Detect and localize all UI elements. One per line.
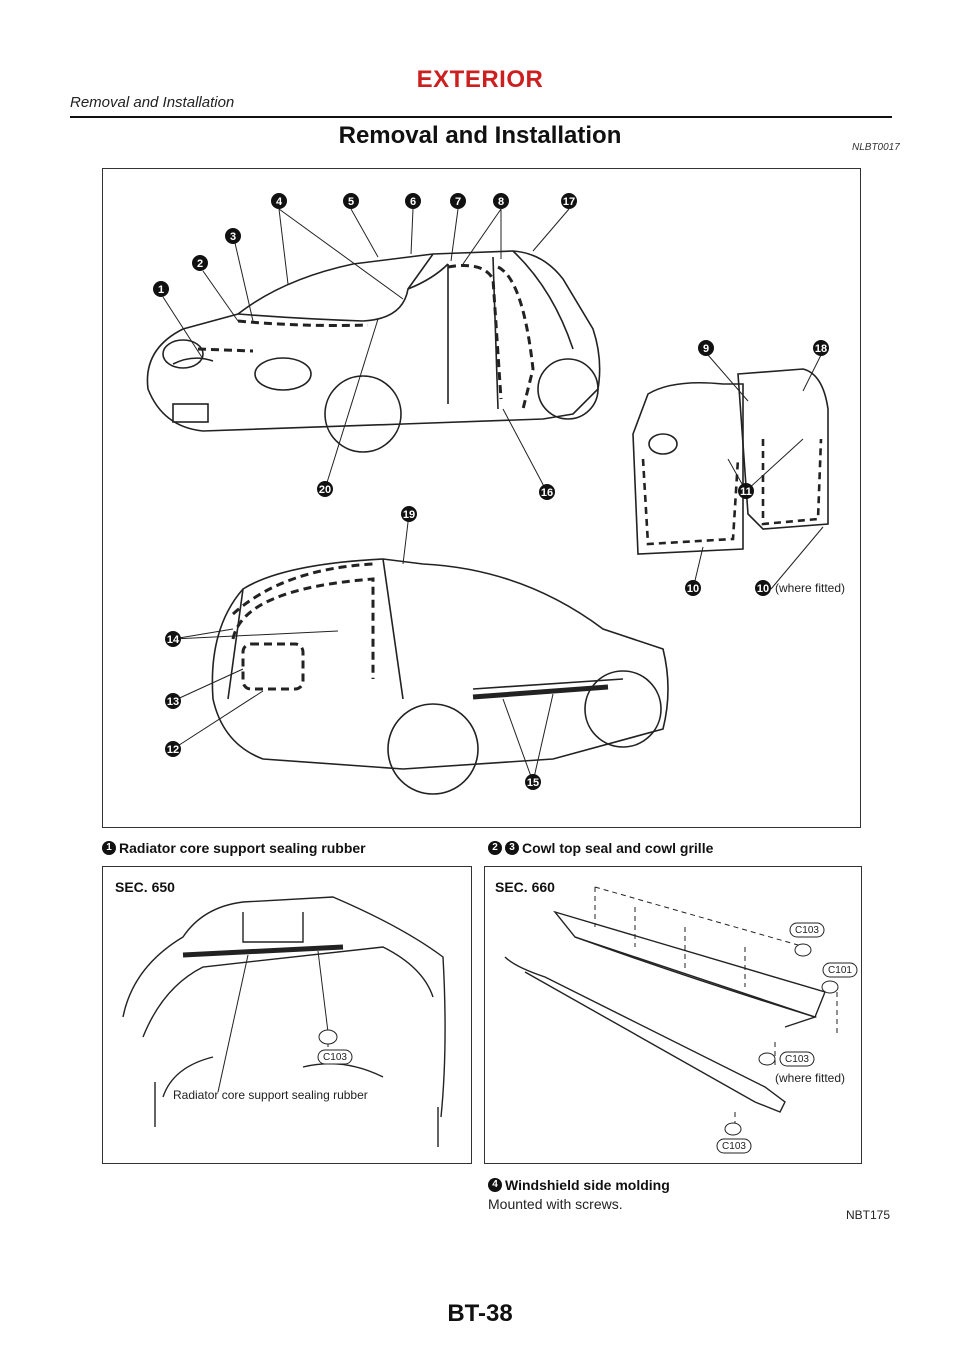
clip-c103-b [759, 1052, 845, 1085]
svg-text:4: 4 [275, 196, 283, 208]
svg-text:13: 13 [166, 696, 180, 708]
callout-20 [317, 481, 333, 497]
svg-text:C101: C101 [828, 965, 852, 976]
number-badge: 4 [488, 1178, 502, 1192]
figure-code: NBT175 [846, 1208, 891, 1222]
callout-19 [401, 506, 417, 522]
hood-illustration [103, 867, 471, 1163]
callout-17 [561, 193, 577, 209]
cowl-illustration [485, 867, 861, 1163]
svg-text:12: 12 [166, 744, 180, 756]
callout-18 [813, 340, 829, 356]
callout-2 [192, 255, 208, 271]
svg-text:18: 18 [814, 343, 828, 355]
svg-text:C103: C103 [795, 925, 819, 936]
caption-item-2-3: 2 3 Cowl top seal and cowl grille [488, 840, 713, 856]
svg-text:16: 16 [540, 487, 554, 499]
callout-8 [493, 193, 509, 209]
callout-6 [405, 193, 421, 209]
svg-text:19: 19 [402, 509, 416, 521]
callout-10b [755, 580, 771, 596]
section-title: EXTERIOR [416, 66, 544, 93]
callout-3 [225, 228, 241, 244]
radiator-seal-panel [102, 866, 472, 1164]
callout-5 [343, 193, 359, 209]
svg-text:9: 9 [702, 343, 710, 355]
svg-text:11: 11 [740, 486, 752, 498]
number-badge: 2 [488, 841, 502, 855]
caption-item-1: 1 Radiator core support sealing rubber [102, 840, 366, 856]
svg-text:3: 3 [229, 231, 237, 243]
svg-text:C103: C103 [722, 1141, 746, 1152]
item-4-note: Mounted with screws. [488, 1196, 623, 1212]
sec-label: SEC. 660 [495, 879, 555, 895]
header-rule [70, 116, 892, 118]
cowl-top-panel [484, 866, 862, 1164]
clip-c101 [822, 963, 857, 993]
svg-text:17: 17 [562, 196, 576, 208]
callout-7 [450, 193, 466, 209]
clip-c103-c [717, 1123, 751, 1153]
callout-9 [698, 340, 714, 356]
svg-text:6: 6 [409, 196, 417, 208]
callout-16 [539, 484, 555, 500]
svg-text:20: 20 [318, 484, 332, 496]
main-figure-panel [102, 168, 861, 828]
svg-text:1: 1 [157, 284, 165, 296]
callout-4 [271, 193, 287, 209]
where-fitted-note: (where fitted) [775, 581, 846, 595]
page-number: BT-38 [447, 1300, 513, 1327]
caption-item-4: 4 Windshield side molding [488, 1177, 670, 1193]
reference-code: NLBT0017 [852, 142, 900, 153]
callout-14 [165, 631, 181, 647]
callout-1 [153, 281, 169, 297]
part-label: Radiator core support sealing rubber [173, 1088, 368, 1102]
svg-text:2: 2 [196, 258, 204, 270]
svg-text:15: 15 [526, 777, 540, 789]
clip-icon [319, 1030, 337, 1044]
number-badge: 1 [102, 841, 116, 855]
svg-text:C103: C103 [785, 1054, 809, 1065]
clip-c103-a [790, 923, 824, 956]
svg-text:(where fitted): (where fitted) [775, 1071, 846, 1085]
svg-text:C103: C103 [323, 1052, 347, 1063]
callout-13 [165, 693, 181, 709]
svg-text:8: 8 [497, 196, 505, 208]
section-subtitle: Removal and Installation [70, 94, 235, 111]
callout-12 [165, 741, 181, 757]
svg-text:10: 10 [686, 583, 700, 595]
svg-text:10: 10 [756, 583, 770, 595]
number-badge: 3 [505, 841, 519, 855]
callout-11 [738, 483, 754, 499]
callout-15 [525, 774, 541, 790]
svg-text:14: 14 [166, 634, 180, 646]
sec-label: SEC. 650 [115, 879, 175, 895]
callout-layer [103, 169, 860, 827]
svg-text:5: 5 [347, 196, 355, 208]
svg-text:7: 7 [454, 196, 462, 208]
callout-10a [685, 580, 701, 596]
page-heading: Removal and Installation [338, 122, 622, 149]
